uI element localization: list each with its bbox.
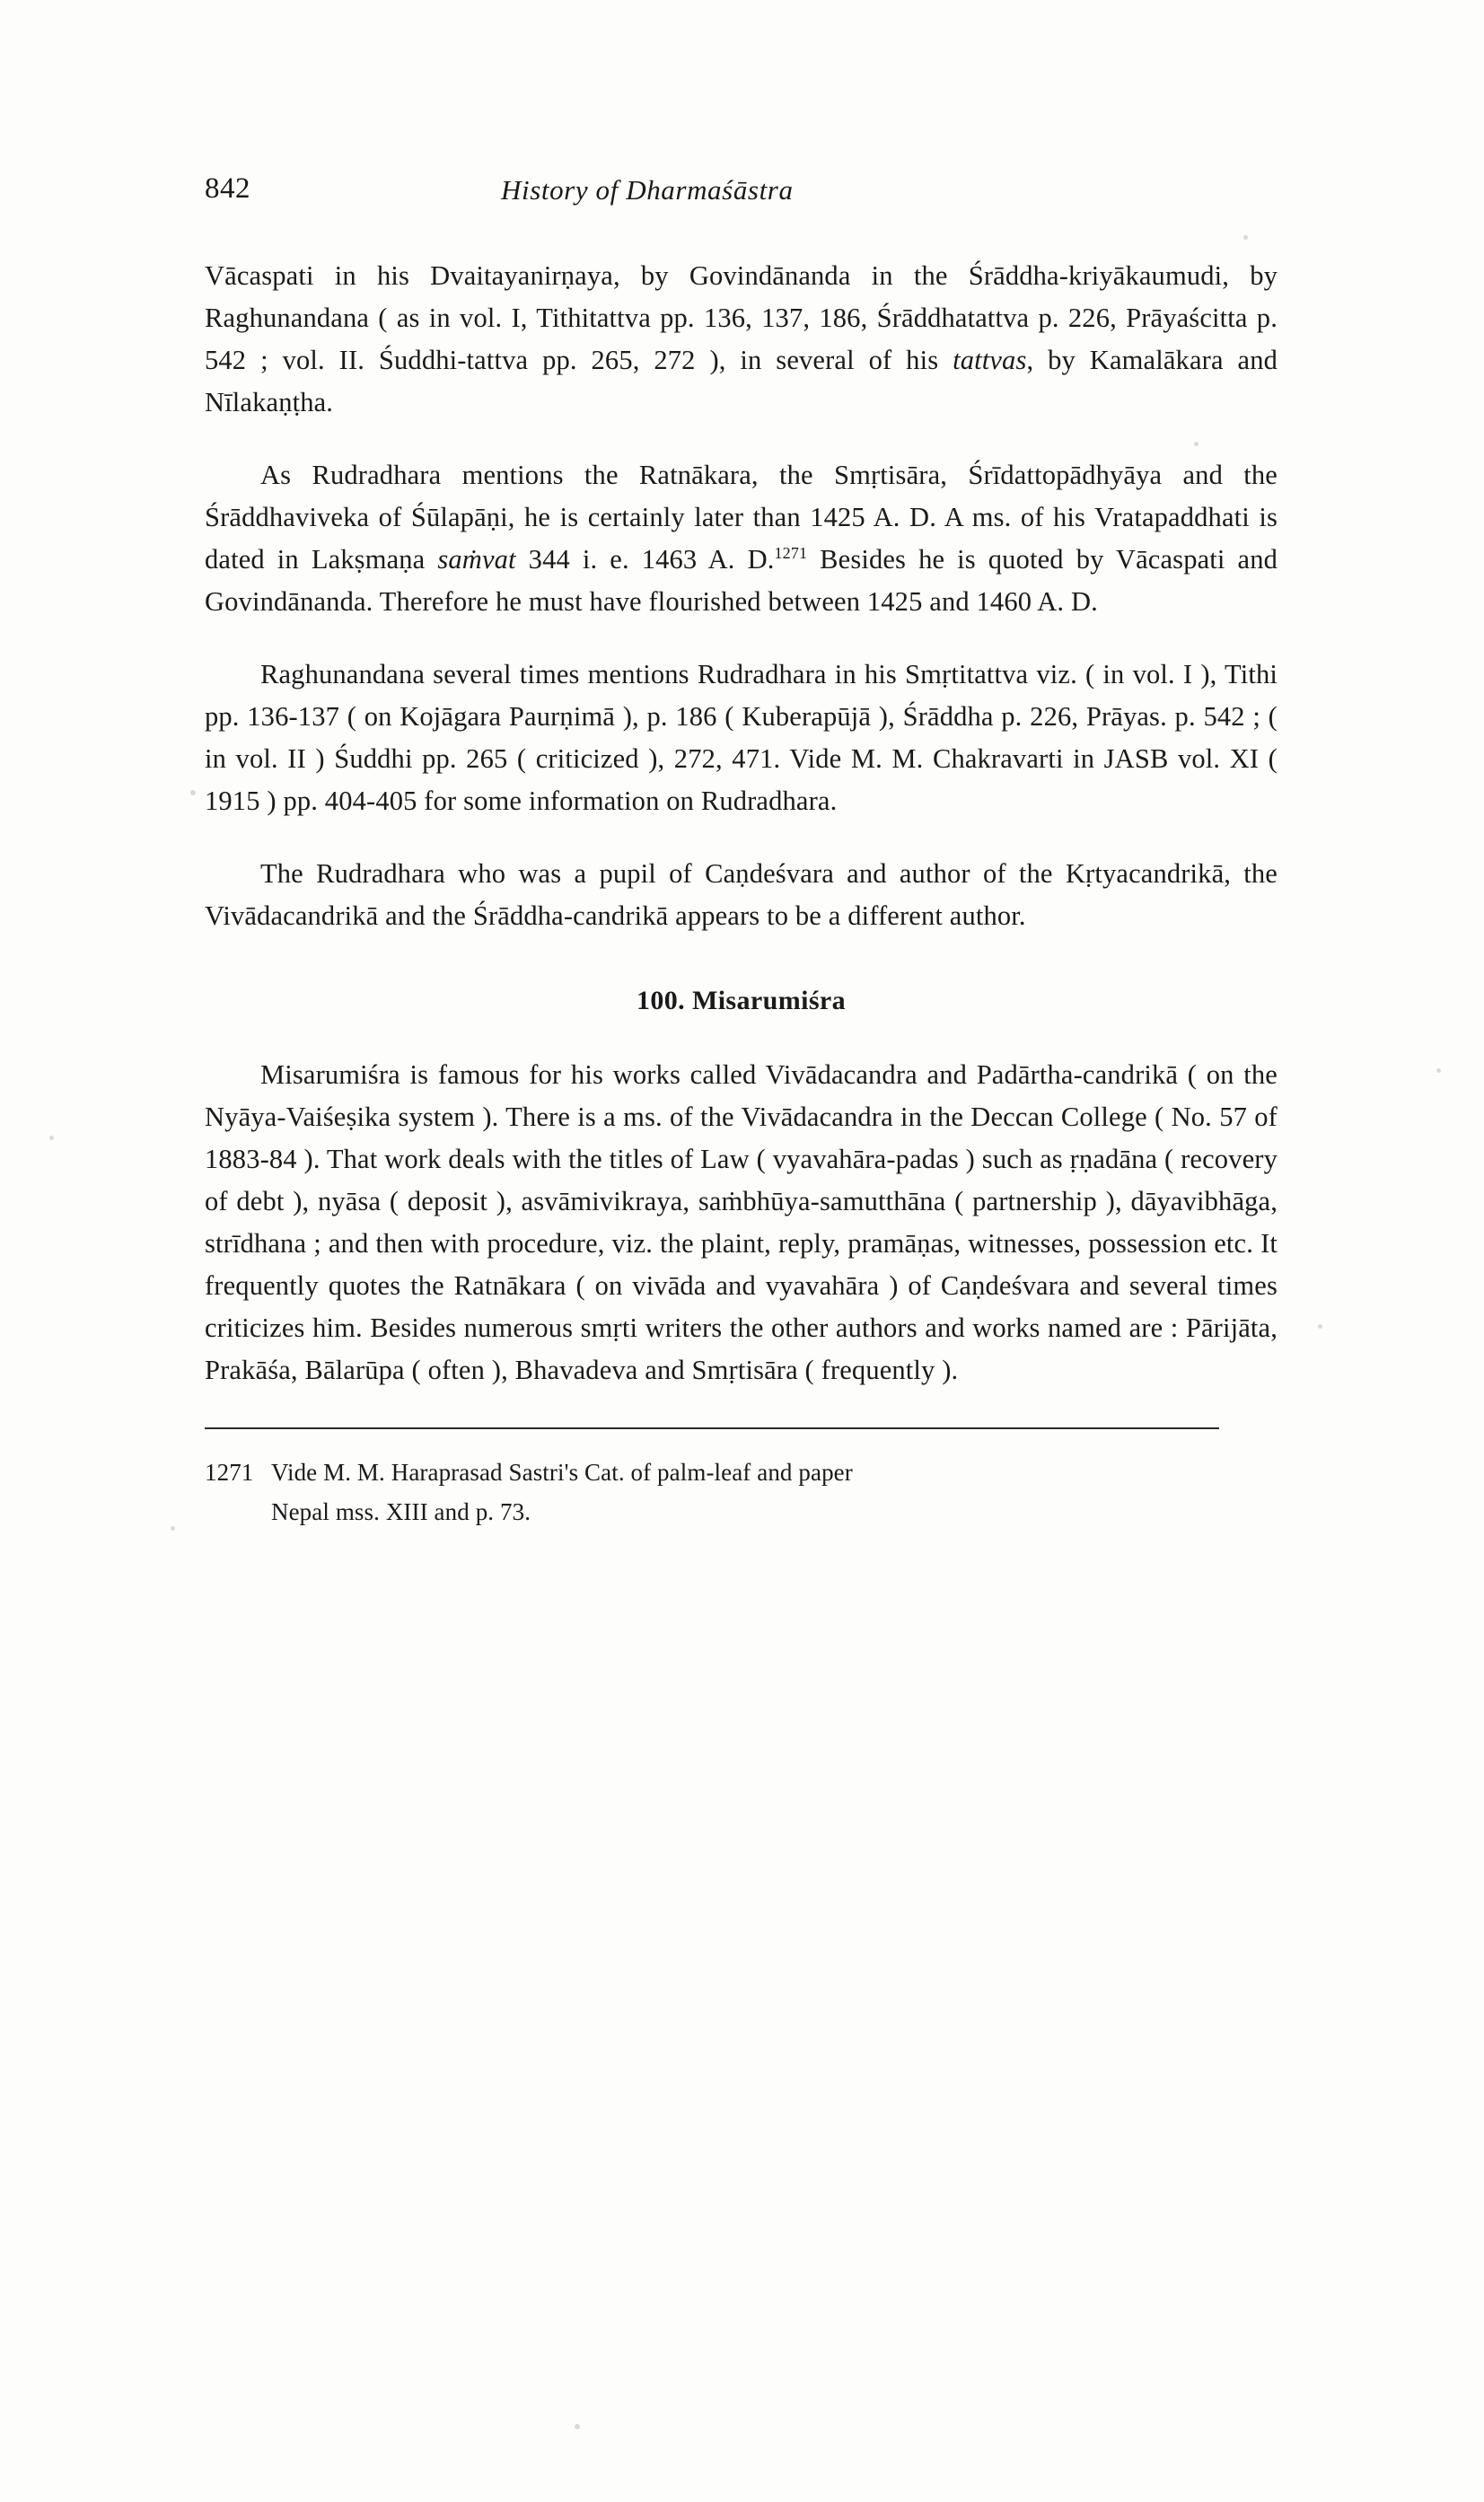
scan-speck: [190, 790, 196, 795]
paragraph-4: The Rudradhara who was a pupil of Caṇdeśvara and author of the Kṛtyacandrikā, the Vivādacandrikā and the Śrāddha-candrikā appears to be a different author.: [205, 858, 1278, 931]
footnote-line-2: Nepal mss. XIII and p. 73.: [271, 1498, 531, 1525]
section-number: 100.: [636, 986, 686, 1015]
page-content: [205, 167, 1278, 1532]
section-title: Misarumiśra: [691, 986, 847, 1015]
page-number: 842: [205, 172, 250, 205]
scan-speck: [575, 2424, 580, 2429]
section-heading: [205, 986, 1278, 1016]
paragraph-5: Misarumiśra is famous for his works called Vivādacandra and Padārtha-candrikā ( on the Nyāya-Vaiśeṣika system ). There is a ms. of the Vivādacandra in the Deccan College ( No. 57 of 1883-84 ). That work deals with the titles of Law ( vyavahāra-padas ) such as ṛṇadāna ( recovery of debt ), nyāsa ( deposit ), asvāmivikraya, saṁbhūya-samutthāna ( partnership ), dāyavibhāga, strīdhana ; and then with procedure, viz. the plaint, reply, pramāṇas, witnesses, possession etc. It frequently quotes the Ratnākara ( on vivāda and vyavahāra ) of Caṇdeśvara and several times criticizes him. Besides numerous smṛti writers the other authors and works named are : Pārijāta, Prakāśa, Bālarūpa ( often ), Bhavadeva and Smṛtisāra ( frequently ).: [205, 1059, 1278, 1385]
page-header: [205, 167, 1278, 217]
footnote-line-1: Vide M. M. Haraprasad Sastri's Cat. of palm-leaf and paper: [271, 1459, 853, 1486]
scan-speck: [1436, 1068, 1441, 1073]
paragraph-1: Vācaspati in his Dvaitayanirṇaya, by Govindānanda in the Śrāddha-kriyākaumudi, by Raghunandana ( as in vol. I, Tithitattva pp. 136, 137, 186, Śrāddhatattva p. 226, Prāyaścitta p. 542 ; vol. II. Śuddhi-tattva pp. 265, 272 ), in several of his tattvas, by Kamalākara and Nīlakaṇṭha.: [205, 260, 1278, 417]
paragraph-3: Raghunandana several times mentions Rudradhara in his Smṛtitattva viz. ( in vol. I ), Tithi pp. 136-137 ( on Kojāgara Paurṇimā ), p. 186 ( Kuberapūjā ), Śrāddha p. 226, Prāyas. p. 542 ; ( in vol. II ) Śuddhi pp. 265 ( criticized ), 272, 471. Vide M. M. Chakravarti in JASB vol. XI ( 1915 ) pp. 404-405 for some information on Rudradhara.: [205, 659, 1278, 816]
footnote: [205, 1453, 1278, 1532]
running-title: History of Dharmaśāstra: [501, 174, 794, 206]
footnote-separator: [205, 1427, 1219, 1429]
paragraph-2: As Rudradhara mentions the Ratnākara, the Smṛtisāra, Śrīdattopādhyāya and the Śrāddhaviveka of Śūlapāṇi, he is certainly later than 1425 A. D. A ms. of his Vratapaddhati is dated in Lakṣmaṇa saṁvat 344 i. e. 1463 A. D.$^{1271}$ Besides he is quoted by Vācaspati and Govindānanda. Therefore he must have flourished between 1425 and 1460 A. D.: [205, 460, 1278, 617]
footnote-number: 1271: [205, 1459, 254, 1486]
scan-speck: [171, 1526, 175, 1531]
scan-speck: [1318, 1324, 1322, 1329]
scan-speck: [49, 1136, 54, 1140]
